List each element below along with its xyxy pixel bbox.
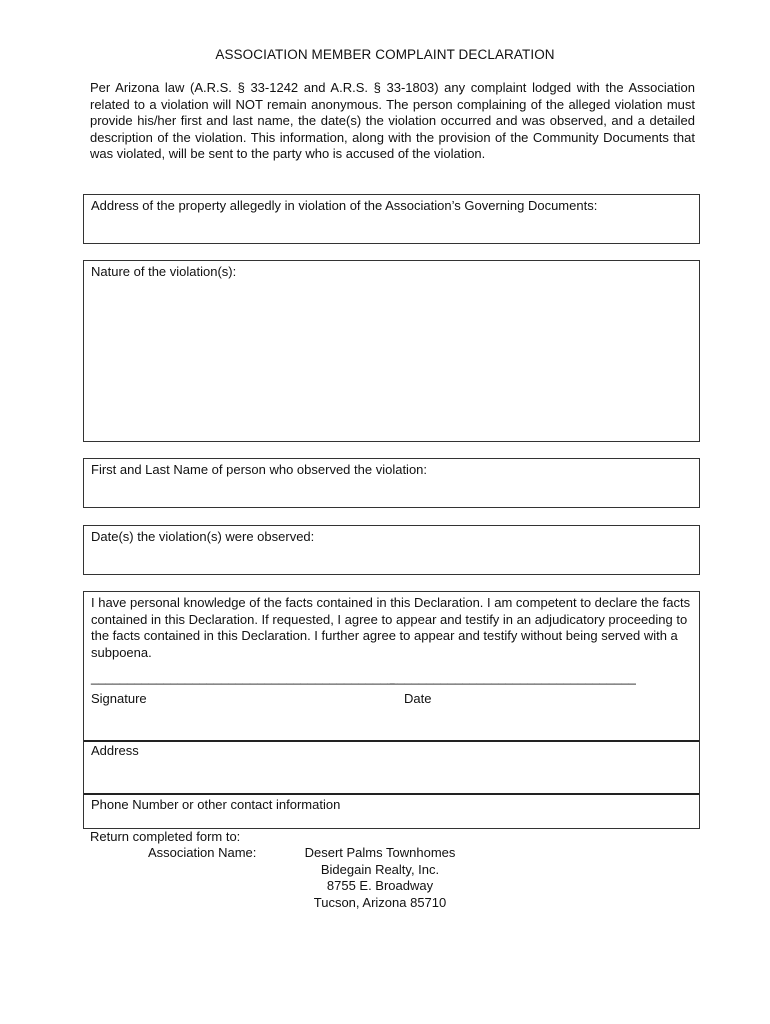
- intro-paragraph: Per Arizona law (A.R.S. § 33-1242 and A.R.S. § 33-1803) any complaint lodged with the Association related to a violation will NOT remain anonymous. The person complaining of the alleged violation must provide his/her first and last name, the date(s) the violation occurred and was observed, and a detailed description of the violation. This information, along with the provision of the Community Documents that was violated, will be sent to the party who is accused of the violation.: [90, 80, 695, 162]
- violation-nature-field[interactable]: [83, 260, 700, 442]
- property-address-field[interactable]: [83, 194, 700, 244]
- management-company: Bidegain Realty, Inc.: [320, 861, 440, 877]
- address-rule: [84, 740, 699, 742]
- date-line[interactable]: __________________________________: [390, 670, 636, 685]
- return-heading: Return completed form to:: [90, 829, 241, 844]
- street-address: 8755 E. Broadway: [326, 878, 434, 894]
- observer-name-label: First and Last Name of person who observed the violation:: [91, 462, 428, 477]
- dates-observed-label: Date(s) the violation(s) were observed:: [91, 529, 315, 544]
- phone-rule: [84, 793, 699, 795]
- association-name: Desert Palms Townhomes: [304, 845, 456, 860]
- association-name-label: Association Name:: [148, 845, 257, 860]
- dates-observed-field[interactable]: [83, 525, 700, 575]
- phone-label: Phone Number or other contact information: [91, 797, 341, 812]
- property-address-label: Address of the property allegedly in violation of the Association’s Governing Documents:: [91, 198, 598, 213]
- declaration-section: [83, 591, 700, 829]
- signature-line[interactable]: __________________________________________: [91, 670, 395, 685]
- declaration-text: I have personal knowledge of the facts contained in this Declaration. I am competent to declare the facts contained in this Declaration. If requested, I agree to appear and testify in an adjudicatory proceeding to the facts contained in this Declaration. I further agree to appear and testify without being served with a subpoena.: [91, 595, 691, 660]
- date-label: Date: [404, 691, 432, 706]
- page-title: ASSOCIATION MEMBER COMPLAINT DECLARATION: [215, 47, 555, 62]
- return-address-block: [200, 845, 560, 911]
- observer-name-field[interactable]: [83, 458, 700, 508]
- signature-label: Signature: [91, 691, 147, 706]
- city-state-zip: Tucson, Arizona 85710: [313, 894, 447, 910]
- address-label: Address: [91, 743, 139, 758]
- violation-nature-label: Nature of the violation(s):: [91, 264, 237, 279]
